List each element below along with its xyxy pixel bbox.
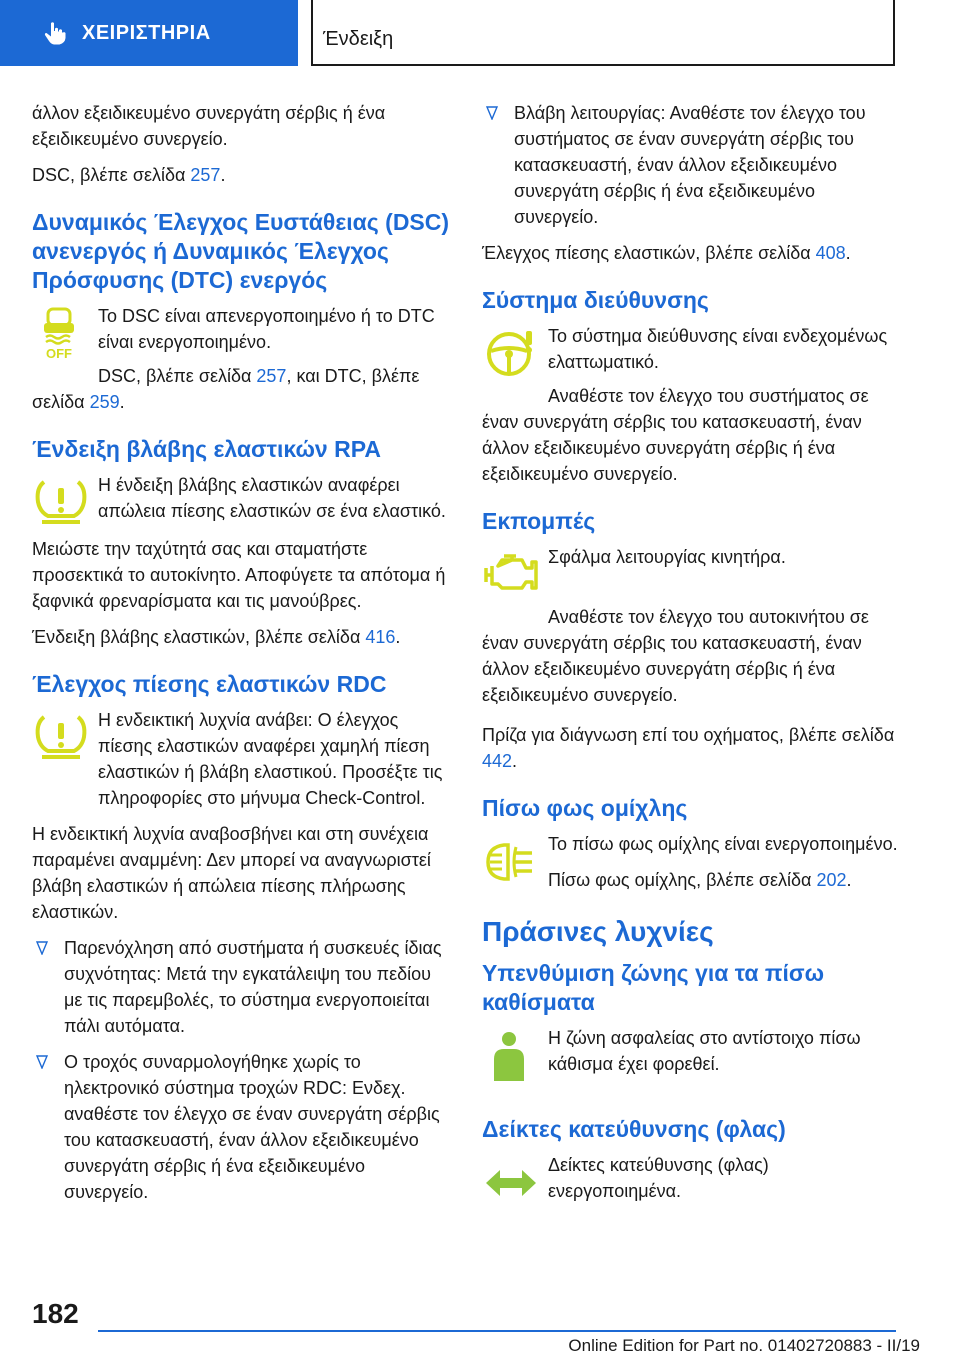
bullet-triangle-icon [36,941,48,955]
left-column [32,100,452,1215]
rear-fog-light-icon [482,835,540,889]
bullet-triangle-icon [486,106,498,120]
fog-block [482,831,902,893]
rdc-paragraph-2: Η ενδεικτική λυχνία αναβοσβήνει και στη συνέχεια παραμένει αναμμένη: Δεν μπορεί να αναγνωριστεί βλάβη ελαστικών ή απώλεια πίεσης πλήρωσης ελαστικών. [32,824,431,922]
page-link-257b[interactable]: 257 [256,366,287,386]
rear-seatbelt-icon [482,1029,540,1083]
rpa-paragraph-2: Μειώστε την ταχύτητά σας και σταματήστε προσεκτικά το αυτοκίνητο. Αποφύγετε τα απότομα ή ξαφνικά φρεναρίσματα και τις μανούβρες. [32,539,446,611]
turn-paragraph-1: Δείκτες κατεύθυνσης (φλας) ενεργοποιημένα. [548,1155,769,1201]
tire-pressure-control-icon [32,711,90,765]
rdc-heading: Έλεγχος πίεσης ελαστικών RDC [32,671,387,697]
edition-text: Online Edition for Part no. 01402720883 - II/19 [568,1336,920,1355]
turn-heading: Δείκτες κατεύθυνσης (φλας) [482,1116,786,1142]
rpa-heading: Ένδειξη βλάβης ελαστικών RPA [32,436,381,462]
belt-block [482,1025,902,1095]
tpms-reference [482,240,902,266]
steering-block [482,323,902,383]
rpa-paragraph-3 [32,624,452,650]
rdc-paragraph-1: Η ενδεικτική λυχνία ανάβει: Ο έλεγχος πίεσης ελαστικών αναφέρει χαμηλή πίεση ελαστικών ή βλάβη ελαστικού. Προσέξτε τις πληροφορίες στο μήνυμα Check-Control. [98,710,443,808]
tire-pressure-warning-icon [32,476,90,530]
rpa-ref-end: . [395,627,401,647]
dsc-block [32,303,452,363]
rdc-block [32,707,452,811]
dsc-ref-c: . [119,392,125,412]
dsc-reference [32,162,452,188]
steering-heading: Σύστημα διεύθυνσης [482,287,709,313]
page-link-408[interactable]: 408 [815,243,846,263]
reference-end: . [220,165,226,185]
page-number: 182 [32,1298,79,1329]
dsc-ref-a: DSC, βλέπε σελίδα [98,366,257,386]
steering-paragraph-2: Αναθέστε τον έλεγχο του συστήματος σε έναν συνεργάτη σέρβις του κατασκευαστή, έναν άλλον εξειδικευμένο συνεργάτη σέρβις ή ένα εξειδικευμένο συνεργείο. [482,386,869,484]
bullet-text: Παρενόχληση από συστήματα ή συσκευές ίδιας συχνότητας: Μετά την εγκατάλειψη του πεδίου με τις παρεμβολές, το σύστημα ενεργοποιείται πάλι αυτόματα. [64,938,442,1036]
fog-paragraph-1: Το πίσω φως ομίχλης είναι ενεργοποιημένο. [548,834,898,854]
hand-pointer-icon [42,20,68,46]
page-link-416[interactable]: 416 [365,627,396,647]
page-footer [0,1290,960,1362]
tpms-ref-end: . [845,243,851,263]
diag-ref-end: . [512,751,518,771]
tpms-ref: Έλεγχος πίεσης ελαστικών, βλέπε σελίδα [482,243,816,263]
fog-ref-end: . [846,870,852,890]
emissions-paragraph-2: Αναθέστε τον έλεγχο του αυτοκινήτου σε έναν συνεργάτη σέρβις του κατασκευαστή, έναν άλλον εξειδικευμένο συνεργάτη σέρβις ή ένα εξειδικευμένο συνεργείο. [482,607,869,705]
turn-signal-icon [482,1156,540,1210]
bullet-triangle-icon [36,1055,48,1069]
section-title: Ένδειξη [323,28,394,50]
emissions-paragraph-3 [482,722,902,774]
dsc-paragraph-1: Το DSC είναι απενεργοποιημένο ή το DTC είναι ενεργοποιημένο. [98,306,435,352]
page-link-257[interactable]: 257 [190,165,221,185]
steering-warning-icon [482,327,540,381]
belt-paragraph-1: Η ζώνη ασφαλείας στο αντίστοιχο πίσω κάθισμα έχει φορεθεί. [548,1028,861,1074]
chapter-tab[interactable] [0,0,298,66]
intro-paragraph: άλλον εξειδικευμένο συνεργάτη σέρβις ή ένα εξειδικευμένο συνεργείο. [32,103,386,149]
rpa-ref: Ένδειξη βλάβης ελαστικών, βλέπε σελίδα [32,627,366,647]
emissions-paragraph-1: Σφάλμα λειτουργίας κινητήρα. [548,547,786,567]
bullet-text: Βλάβη λειτουργίας: Αναθέστε τον έλεγχο του συστήματος σε έναν συνεργάτη σέρβις του κατασκευαστή, έναν άλλον εξειδικευμένο συνεργάτη σέρβις ή ένα εξειδικευμένο συνεργείο. [514,103,866,227]
dsc-off-icon [32,307,90,361]
fog-paragraph-2 [548,867,902,893]
page-header [0,0,960,66]
belt-heading: Υπενθύμιση ζώνης για τα πίσω καθίσματα [482,960,825,1015]
bullet-text: Ο τροχός συναρμολογήθηκε χωρίς το ηλεκτρονικό σύστημα τροχών RDC: Ενδεχ. αναθέστε τον έλεγχο σε έναν συνεργάτη σέρβις του κατασκευαστή, έναν άλλον εξειδικευμένο συνεργάτη σέρβις ή ένα εξειδικευμένο συνεργείο. [64,1052,440,1202]
fog-heading: Πίσω φως ομίχλης [482,795,688,821]
rdc-bullet-1 [32,935,452,1039]
dsc-ref-b: , και DTC, βλέπε σελίδα [32,366,420,412]
rdc-bullet-3 [482,100,902,230]
page-link-202[interactable]: 202 [816,870,847,890]
chapter-title: ΧΕΙΡΙΣΤΗΡΙΑ [82,21,211,44]
rpa-block [32,472,452,532]
rdc-bullet-2 [32,1049,452,1205]
rpa-paragraph-1: Η ένδειξη βλάβης ελαστικών αναφέρει απώλεια πίεσης ελαστικών σε ένα ελαστικό. [98,475,446,521]
diag-ref: Πρίζα για διάγνωση επί του οχήματος, βλέπε σελίδα [482,725,895,745]
green-lamps-heading: Πράσινες λυχνίες [482,916,714,947]
fog-ref: Πίσω φως ομίχλης, βλέπε σελίδα [548,870,817,890]
section-title-box [311,0,895,66]
emissions-block [482,544,902,604]
dsc-heading: Δυναμικός Έλεγχος Ευστάθειας (DSC) ανενεργός ή Δυναμικός Έλεγχος Πρόσφυσης (DTC) ενεργός [32,209,450,293]
page-link-259[interactable]: 259 [89,392,120,412]
dsc-paragraph-2 [32,363,452,415]
turn-block [482,1152,902,1212]
right-column [482,100,902,1216]
steering-paragraph-1: Το σύστημα διεύθυνσης είναι ενδεχομένως ελαττωματικό. [548,326,888,372]
off-label: OFF [46,346,72,361]
emissions-heading: Εκπομπές [482,508,596,534]
reference-text: DSC, βλέπε σελίδα [32,165,191,185]
check-engine-icon [482,548,540,602]
page-link-442[interactable]: 442 [482,751,513,771]
footer-divider [98,1330,896,1332]
